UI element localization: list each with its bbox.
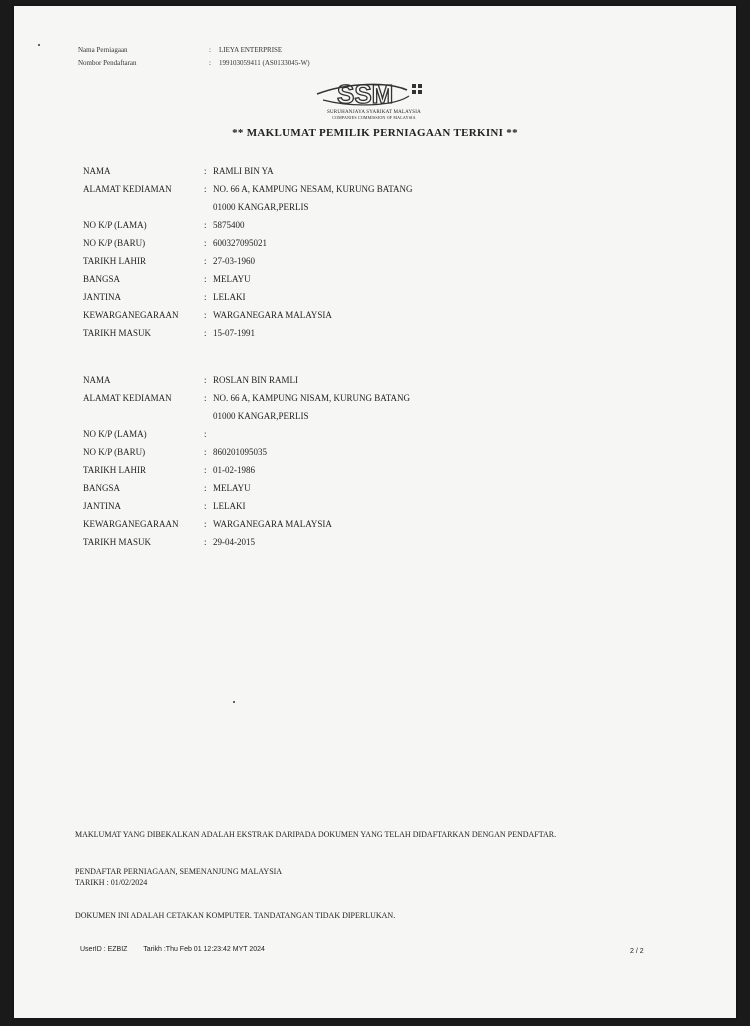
logo-tagline: SURUHANJAYA SYARIKAT MALAYSIA (327, 110, 421, 115)
field-kp-lama: NO K/P (LAMA) : (83, 429, 207, 439)
document-title: ** MAKLUMAT PEMILIK PERNIAGAAN TERKINI ** (232, 127, 518, 139)
field-tarikh-lahir: TARIKH LAHIR : 27-03-1960 (83, 256, 255, 266)
field-bangsa: BANGSA : MELAYU (83, 483, 251, 493)
field-nama: NAMA : ROSLAN BIN RAMLI (83, 375, 299, 385)
field-tarikh-masuk: TARIKH MASUK : 29-04-2015 (83, 537, 255, 547)
document-header (78, 44, 310, 70)
field-jantina: JANTINA : LELAKI (83, 292, 246, 302)
registration-number-value: 199103059411 (AS0133045-W) (219, 59, 310, 67)
registration-number-label: Nombor Pendaftaran (78, 59, 137, 67)
owner-record (83, 162, 413, 342)
page-number: 2 / 2 (630, 948, 644, 955)
field-tarikh-masuk: TARIKH MASUK : 15-07-1991 (83, 328, 255, 338)
field-tarikh-lahir: TARIKH LAHIR : 01-02-1986 (83, 465, 255, 475)
field-kewarganegaraan: KEWARGANEGARAAN : WARGANEGARA MALAYSIA (83, 519, 332, 529)
system-footer (80, 946, 265, 953)
document-page (14, 6, 736, 1018)
field-kp-baru: NO K/P (BARU) : 860201095035 (83, 447, 267, 457)
user-id: UserID : EZBIZ (80, 946, 128, 953)
business-name-value: LIEYA ENTERPRISE (219, 46, 283, 54)
disclaimer-text: MAKLUMAT YANG DIBEKALKAN ADALAH EKSTRAK DARIPADA DOKUMEN YANG TELAH DIDAFTARKAN DENGAN PENDAFTAR. (75, 830, 557, 839)
ssm-logo-icon (309, 72, 439, 112)
print-timestamp: Tarikh :Thu Feb 01 12:23:42 MYT 2024 (143, 946, 265, 953)
business-name-row: Nama Perniagaan : LIEYA ENTERPRISE (78, 44, 310, 57)
field-kewarganegaraan: KEWARGANEGARAAN : WARGANEGARA MALAYSIA (83, 310, 332, 320)
registration-number-row: Nombor Pendaftaran : 199103059411 (AS0133045-W) (78, 57, 310, 70)
scan-speck (233, 701, 235, 703)
ssm-logo (309, 72, 439, 124)
computer-generated-note: DOKUMEN INI ADALAH CETAKAN KOMPUTER. TANDATANGAN TIDAK DIPERLUKAN. (75, 911, 396, 920)
logo-subtagline: COMPANIES COMMISSION OF MALAYSIA (332, 115, 416, 120)
business-name-label: Nama Perniagaan (78, 46, 128, 54)
field-jantina: JANTINA : LELAKI (83, 501, 246, 511)
field-alamat: ALAMAT KEDIAMAN : NO. 66 A, KAMPUNG NESAM, KURUNG BATANG 01000 KANGAR,PERLIS (83, 184, 413, 212)
svg-text:SSM: SSM (337, 79, 394, 109)
field-kp-lama: NO K/P (LAMA) : 5875400 (83, 220, 245, 230)
registrar-text: PENDAFTAR PERNIAGAAN, SEMENANJUNG MALAYSIA (75, 867, 283, 876)
field-nama: NAMA : RAMLI BIN YA (83, 166, 274, 176)
scan-speck (38, 44, 40, 46)
field-bangsa: BANGSA : MELAYU (83, 274, 251, 284)
document-date: TARIKH : 01/02/2024 (75, 878, 148, 887)
field-kp-baru: NO K/P (BARU) : 600327095021 (83, 238, 267, 248)
owner-record (83, 371, 410, 551)
field-alamat: ALAMAT KEDIAMAN : NO. 66 A, KAMPUNG NISAM, KURUNG BATANG 01000 KANGAR,PERLIS (83, 393, 411, 421)
